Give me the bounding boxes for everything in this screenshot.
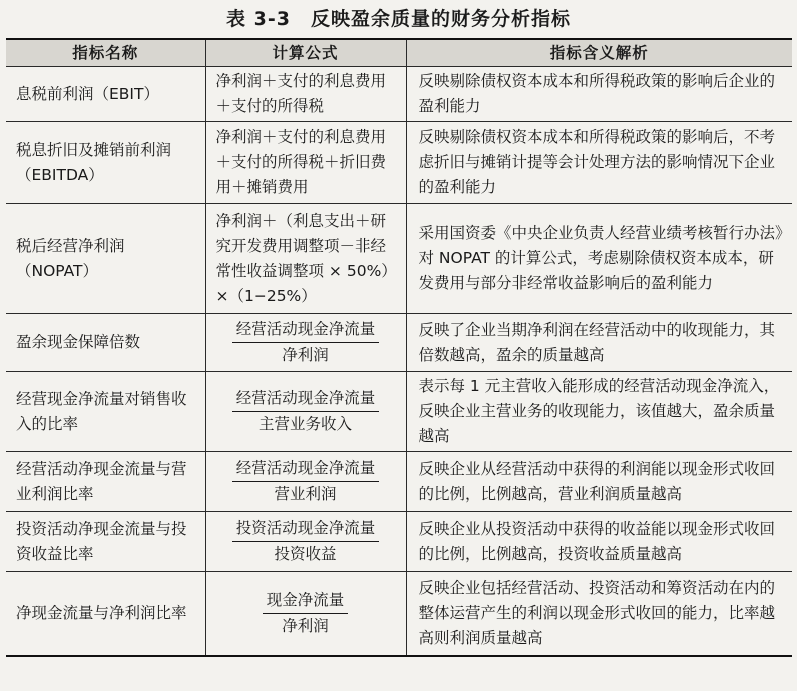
meaning-text: 反映企业包括经营活动、投资活动和筹资活动在内的整体运营产生的利润以现金形式收回的能力，比率越高则利润质量越高 <box>406 572 792 656</box>
formula-text: 净利润＋支付的利息费用＋支付的所得税＋折旧费用＋摊销费用 <box>205 122 406 204</box>
formula-fraction <box>205 452 406 512</box>
indicator-name: 税息折旧及摊销前利润（EBITDA） <box>6 122 205 204</box>
fraction-numerator: 经营活动现金净流量 <box>232 386 380 412</box>
meaning-text: 表示每 1 元主营收入能形成的经营活动现金净流入，反映企业主营业务的收现能力，该值越大，盈余质量越高 <box>406 372 792 452</box>
fraction-numerator: 投资活动现金净流量 <box>232 516 380 542</box>
header-indicator-name: 指标名称 <box>6 39 205 67</box>
indicator-name: 经营活动净现金流量与营业利润比率 <box>6 452 205 512</box>
formula-fraction <box>205 372 406 452</box>
table-row <box>6 452 792 512</box>
table-row <box>6 314 792 372</box>
indicator-name: 盈余现金保障倍数 <box>6 314 205 372</box>
fraction-numerator: 现金净流量 <box>263 588 349 614</box>
header-formula: 计算公式 <box>205 39 406 67</box>
table-title: 表 3-3 反映盈余质量的财务分析指标 <box>226 8 571 30</box>
meaning-text: 反映剔除债权资本成本和所得税政策的影响后，不考虑折旧与摊销计提等会计处理方法的影响情况下企业的盈利能力 <box>406 122 792 204</box>
table-row <box>6 204 792 314</box>
meaning-text: 反映了企业当期净利润在经营活动中的收现能力，其倍数越高，盈余的质量越高 <box>406 314 792 372</box>
indicator-name: 息税前利润（EBIT） <box>6 67 205 122</box>
formula-fraction <box>205 512 406 572</box>
indicator-table <box>6 38 792 657</box>
fraction-numerator: 经营活动现金净流量 <box>232 317 380 343</box>
meaning-text: 反映企业从经营活动中获得的利润能以现金形式收回的比例，比例越高，营业利润质量越高 <box>406 452 792 512</box>
formula-fraction <box>205 572 406 656</box>
header-row <box>6 39 792 67</box>
meaning-text: 反映企业从投资活动中获得的收益能以现金形式收回的比例，比例越高，投资收益质量越高 <box>406 512 792 572</box>
fraction-denominator: 净利润 <box>282 616 329 635</box>
fraction-denominator: 净利润 <box>282 346 329 364</box>
meaning-text: 采用国资委《中央企业负责人经营业绩考核暂行办法》对 NOPAT 的计算公式，考虑剔除债权资本成本，研发费用与部分非经常收益影响后的盈利能力 <box>406 204 792 314</box>
fraction-denominator: 主营业务收入 <box>258 415 352 433</box>
indicator-name: 经营现金净流量对销售收入的比率 <box>6 372 205 452</box>
table-row <box>6 572 792 656</box>
fraction-numerator: 经营活动现金净流量 <box>232 456 380 482</box>
formula-text: 净利润＋（利息支出＋研究开发费用调整项－非经常性收益调整项 × 50%）×（1−25%） <box>205 204 406 314</box>
formula-text: 净利润＋支付的利息费用＋支付的所得税 <box>205 67 406 122</box>
indicator-name: 投资活动净现金流量与投资收益比率 <box>6 512 205 572</box>
meaning-text: 反映剔除债权资本成本和所得税政策的影响后企业的盈利能力 <box>406 67 792 122</box>
fraction-denominator: 营业利润 <box>274 485 337 503</box>
table-row <box>6 67 792 122</box>
formula-fraction <box>205 314 406 372</box>
indicator-name: 净现金流量与净利润比率 <box>6 572 205 656</box>
table-row <box>6 122 792 204</box>
header-meaning: 指标含义解析 <box>406 39 792 67</box>
indicator-name: 税后经营净利润（NOPAT） <box>6 204 205 314</box>
table-row <box>6 512 792 572</box>
table-row <box>6 372 792 452</box>
fraction-denominator: 投资收益 <box>274 545 337 563</box>
